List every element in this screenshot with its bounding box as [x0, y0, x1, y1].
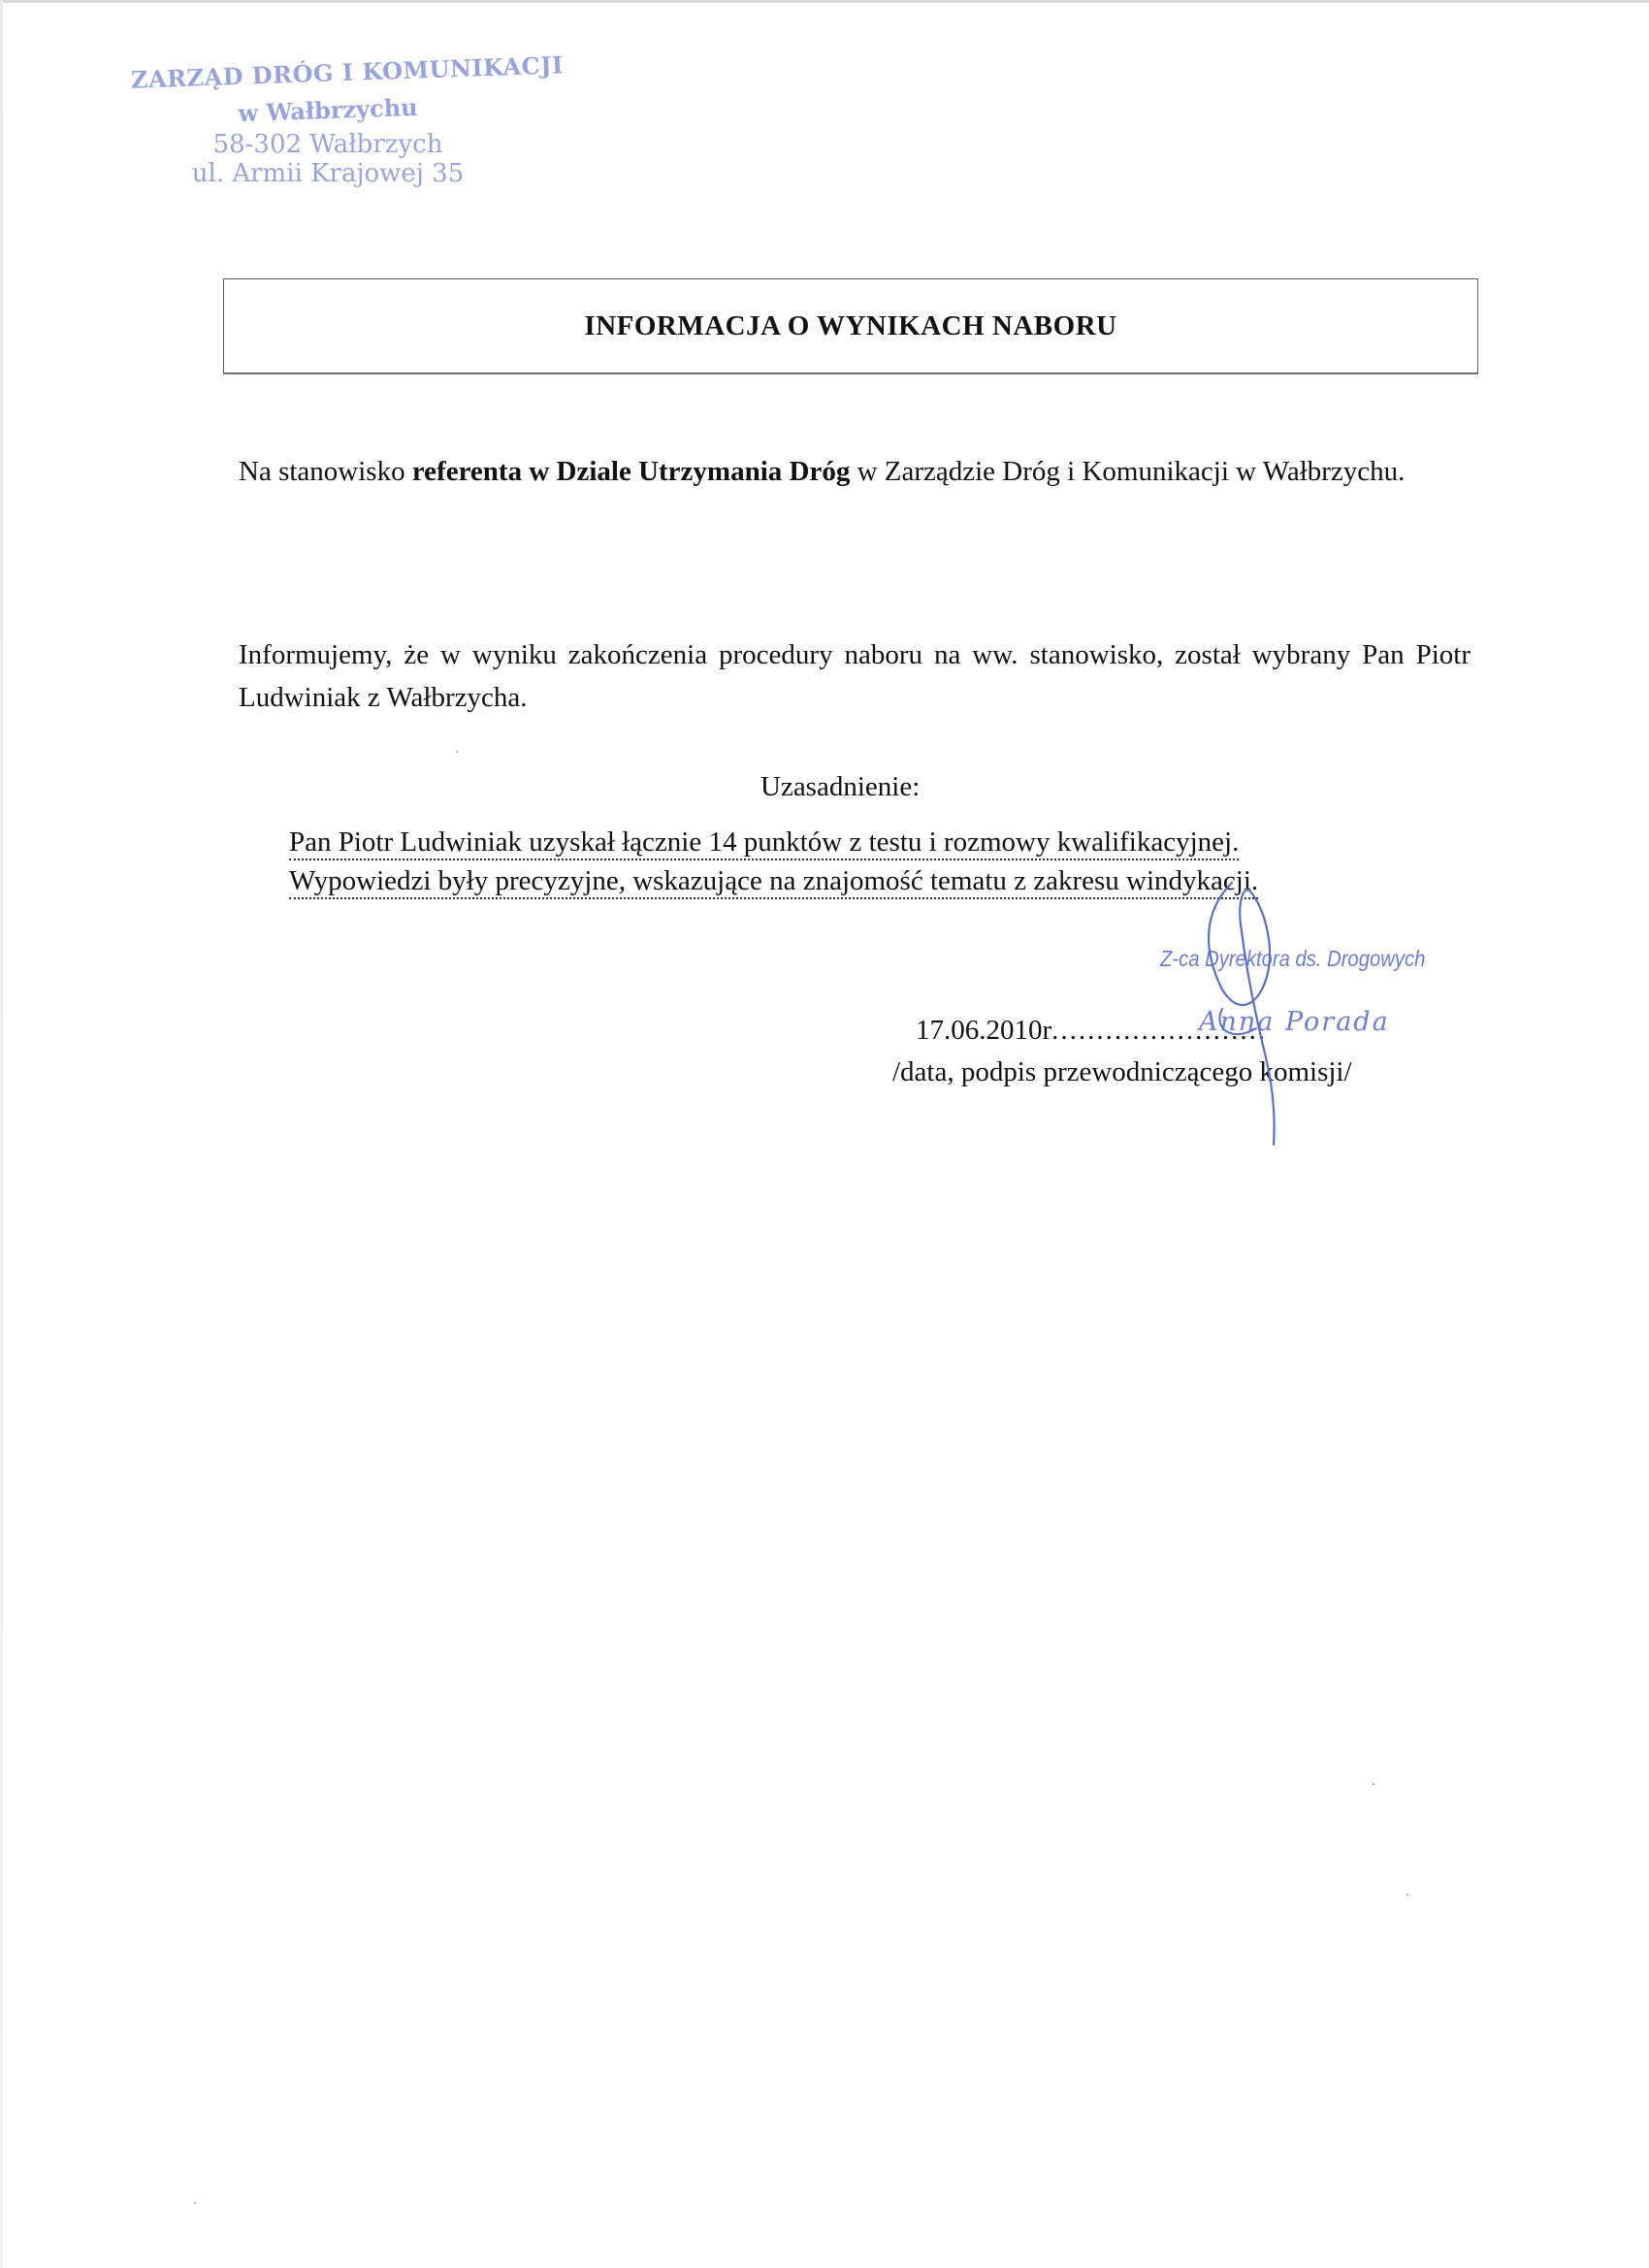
result-paragraph: Informujemy, że w wyniku zakończenia procedury naboru na ww. stanowisko, został wybrany Pan Piotr Ludwiniak z Wałbrzycha.: [239, 639, 1471, 713]
stamp-org-name: ZARZĄD DRÓG I KOMUNIKACJI: [130, 50, 565, 94]
justification-line-2: Wypowiedzi były precyzyjne, wskazujące na znajomość tematu z zakresu windykacji.: [289, 865, 1258, 899]
scan-speck: [1373, 1783, 1374, 1785]
scan-edge-top: [0, 0, 1649, 3]
scan-edge-left: [0, 0, 3, 2268]
stamp-street: ul. Armii Krajowej 35: [191, 159, 465, 188]
handwritten-signature: [1164, 873, 1358, 1164]
position-prefix: Na stanowisko: [239, 456, 412, 487]
stamp-city: w Wałbrzychu: [237, 92, 419, 128]
justification-label: Uzasadnienie:: [760, 771, 921, 802]
signature-caption: /data, podpis przewodniczącego komisji/: [892, 1056, 1352, 1087]
date-value: 17.06.2010r: [916, 1015, 1052, 1046]
scan-speck: [194, 2202, 196, 2204]
position-suffix: w Zarządzie Dróg i Komunikacji w Wałbrzychu.: [850, 456, 1406, 487]
organization-stamp: [124, 50, 570, 188]
signature-stamp-name: Anna Porada: [1199, 1007, 1390, 1037]
document-title: INFORMACJA O WYNIKACH NABORU: [584, 309, 1117, 341]
signature-stamp-title: Z-ca Dyrektora ds. Drogowych: [1160, 946, 1426, 971]
scan-speck: [1406, 1894, 1408, 1895]
position-name: referenta w Dziale Utrzymania Dróg: [411, 456, 851, 487]
stamp-postal: 58-302 Wałbrzych: [212, 130, 443, 159]
title-box: [223, 278, 1478, 373]
justification-line-1: Pan Piotr Ludwiniak uzyskał łącznie 14 punktów z testu i rozmowy kwalifikacyjnej.: [289, 826, 1239, 860]
scan-speck: [456, 751, 458, 753]
date-dots: ........................: [1051, 1015, 1268, 1046]
position-paragraph: [239, 450, 1471, 493]
